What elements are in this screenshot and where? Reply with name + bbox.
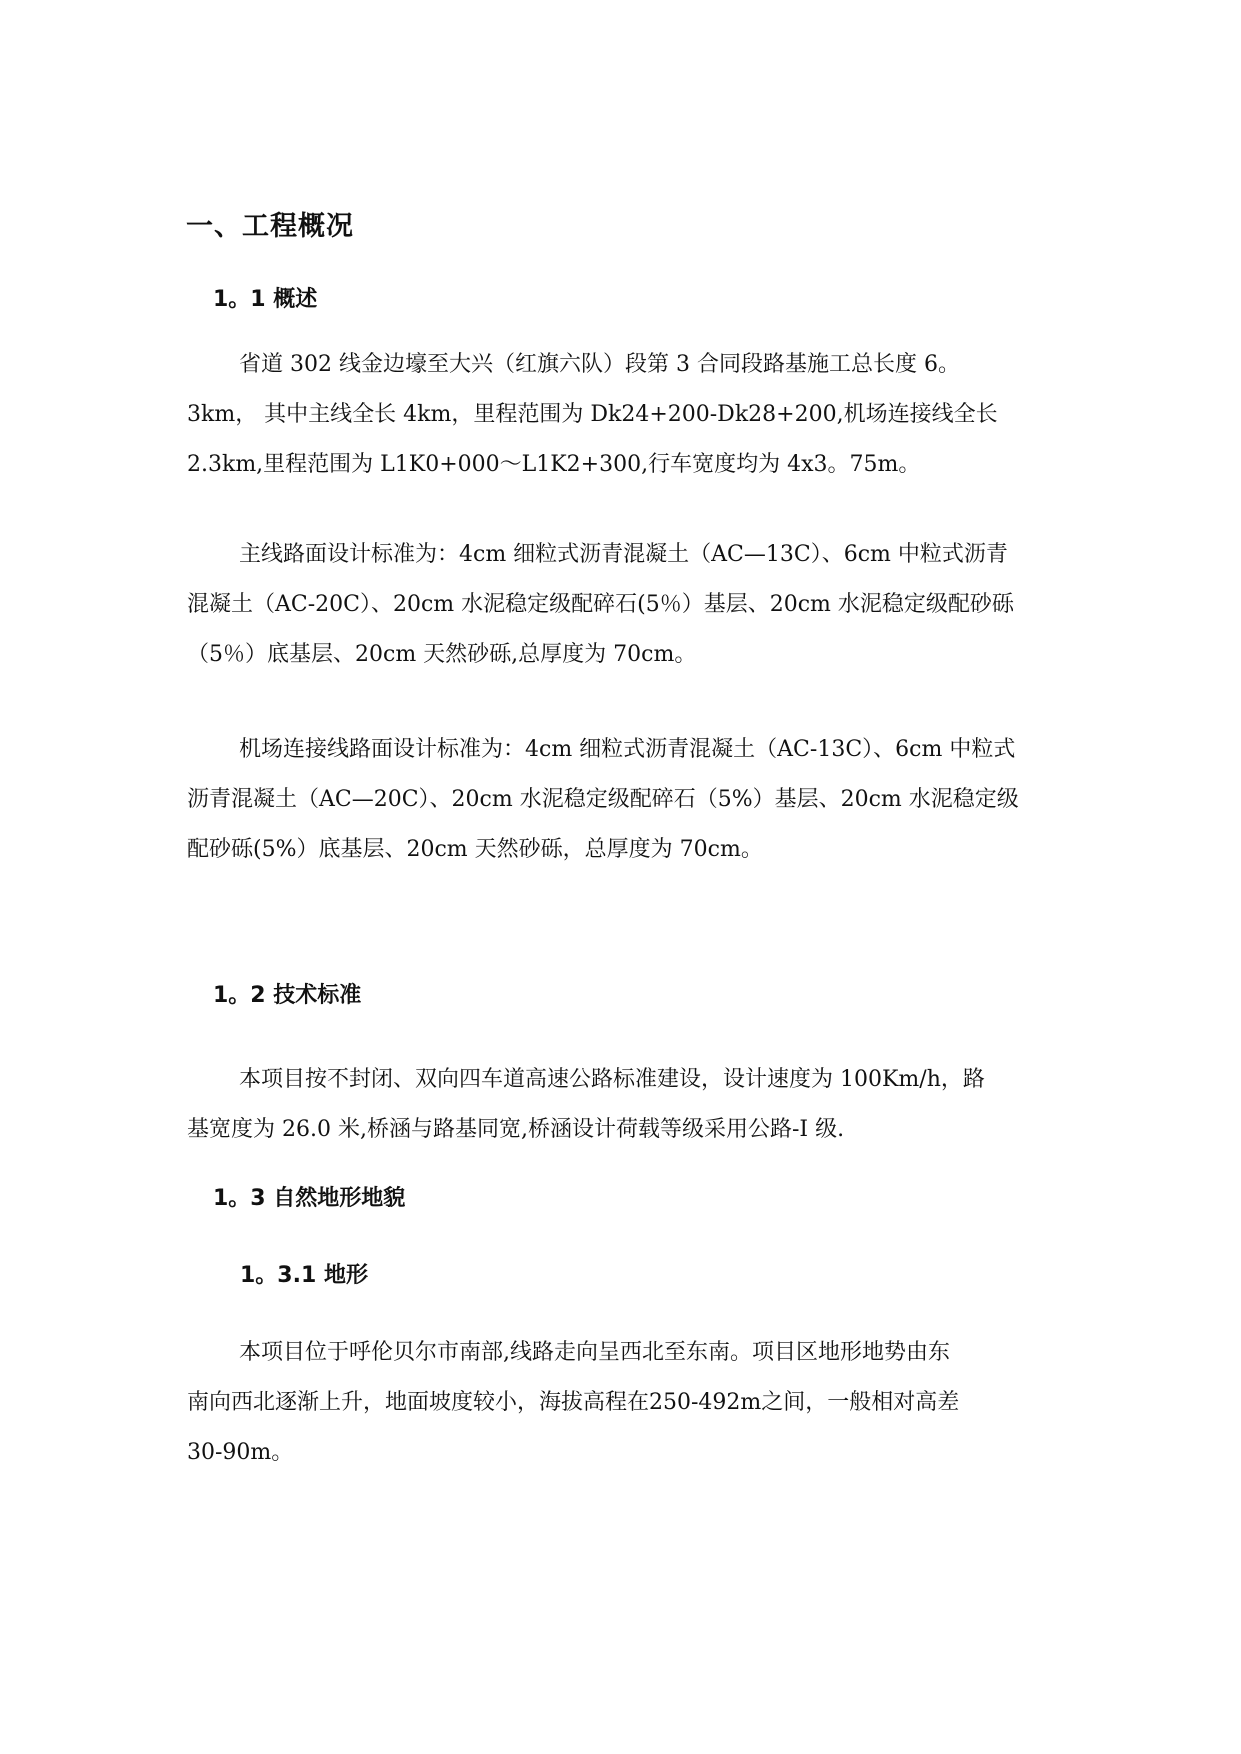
section-1-2-title: 1。2 技术标准 bbox=[213, 983, 362, 1008]
text-line: 配砂砾(5%）底基层、20cm 天然砂砾，总厚度为 70cm。 bbox=[187, 837, 763, 862]
text-line: （5％）底基层、20cm 天然砂砾,总厚度为 70cm。 bbox=[187, 642, 697, 667]
text-line: 30-90m。 bbox=[187, 1440, 294, 1465]
text-line: 本项目按不封闭、双向四车道高速公路标准建设，设计速度为 100Km/h，路 bbox=[239, 1067, 985, 1092]
terrain-paragraph bbox=[187, 1328, 1067, 1478]
text-line: 机场连接线路面设计标准为：4cm 细粒式沥青混凝土（AC-13C）、6cm 中粒式 bbox=[239, 737, 1016, 762]
text-line: 混凝土（AC-20C）、20cm 水泥稳定级配碎石(5％）基层、20cm 水泥稳定级配砂砾 bbox=[187, 592, 1014, 617]
section-1-3-title: 1。3 自然地形地貌 bbox=[213, 1186, 406, 1211]
text-line: 2.3km,里程范围为 L1K0+000～L1K2+300,行车宽度均为 4x3。75m。 bbox=[187, 452, 921, 477]
text-line: 基宽度为 26.0 米,桥涵与路基同宽,桥涵设计荷载等级采用公路-I 级. bbox=[187, 1117, 845, 1142]
text-line: 省道 302 线金边壕至大兴（红旗六队）段第 3 合同段路基施工总长度 6。 bbox=[239, 352, 960, 377]
airport-link-pavement-paragraph bbox=[187, 725, 1067, 875]
technical-standard-paragraph bbox=[187, 1055, 1067, 1155]
text-line: 南向西北逐渐上升，地面坡度较小，海拔高程在250-492m之间，一般相对高差 bbox=[187, 1390, 960, 1415]
text-line: 沥青混凝土（AC—20C）、20cm 水泥稳定级配碎石（5%）基层、20cm 水泥稳定级 bbox=[187, 787, 1019, 812]
section-1-1-title: 1。1 概述 bbox=[213, 287, 318, 312]
text-line: 主线路面设计标准为：4cm 细粒式沥青混凝土（AC—13C）、6cm 中粒式沥青 bbox=[239, 542, 1008, 567]
mainline-pavement-paragraph bbox=[187, 530, 1067, 680]
text-line: 3km， 其中主线全长 4km，里程范围为 Dk24+200-Dk28+200,机场连接线全长 bbox=[187, 402, 998, 427]
section-1-3-1-title: 1。3.1 地形 bbox=[240, 1263, 368, 1288]
overview-paragraph bbox=[187, 340, 1067, 490]
text-line: 本项目位于呼伦贝尔市南部,线路走向呈西北至东南。项目区地形地势由东 bbox=[239, 1340, 950, 1365]
chapter-heading: 一、工程概况 bbox=[186, 211, 354, 242]
